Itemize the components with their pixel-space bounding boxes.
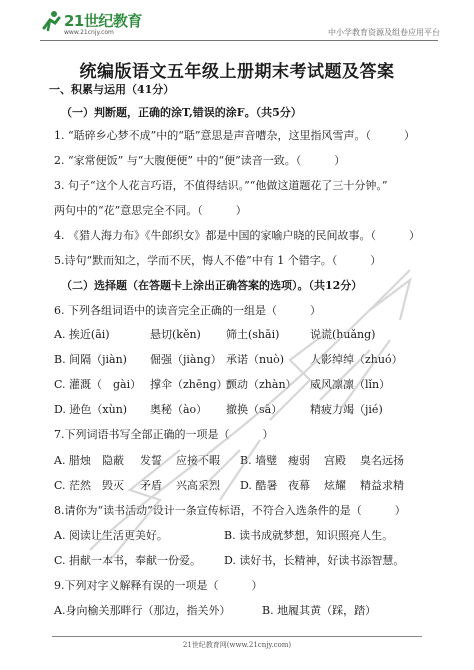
question-9: 9.下列对字义解释有误的一项是（ ）	[54, 579, 263, 592]
site-logo	[40, 8, 160, 44]
option-text: 说谎(huǎng)	[310, 328, 376, 341]
runner-logo-icon	[40, 10, 62, 32]
question-3: 3. 句子“这个人花言巧语，不值得结识。”“他做这道题花了三十分钟。”	[54, 179, 388, 192]
option-text: D. 酷暑	[240, 479, 278, 492]
option-text: B. 间隔（jiàn)	[54, 353, 127, 366]
option-text: 夜幕	[288, 479, 310, 492]
option-text: 毁灭	[102, 479, 124, 492]
option-text: 倔强（jiàng）	[150, 353, 222, 366]
option-text: C. 茫然	[54, 479, 92, 492]
option-text: 臭名远扬	[360, 454, 404, 467]
option-text: 精疲力竭（jié)	[310, 403, 383, 416]
question-6: 6. 下列各组词语中的读音完全正确的一组是（ ）	[54, 304, 321, 317]
option-text: 撑伞（zhēng）	[150, 378, 228, 391]
option-text: 筛土(shāi)	[226, 328, 280, 341]
option-text: C. 捐献一本书，奉献一份爱。	[54, 554, 202, 567]
question-5: 5.诗句“默而知之，学而不厌，悔人不倦”中有 1 个错字。（ ）	[54, 254, 382, 267]
question-3-cont: 两句中的“花”意思完全不同。（ ）	[54, 204, 247, 217]
question-1: 1. “聒碎乡心梦不成”中的“聒”意思是声音嘈杂，这里指风雪声。（ ）	[54, 129, 415, 142]
option-text: A.身向榆关那畔行（那边，指关外）	[54, 604, 231, 617]
option-text: 宫殿	[324, 454, 346, 467]
option-text: A. 挨近(āi)	[54, 328, 110, 341]
option-text: A. 阅读让生活更美好。	[54, 529, 168, 542]
option-text: 承诺（nuò)	[226, 353, 285, 366]
option-text: C. 灌溉（ gài）	[54, 378, 142, 391]
page-footer: 21世纪教育网(www.21cnjy.com)	[182, 641, 292, 649]
option-text: A. 腊烛	[54, 454, 91, 467]
page-header	[40, 8, 440, 44]
option-text: D. 逊色（xùn)	[54, 403, 128, 416]
option-text: 应接不暇	[176, 454, 220, 467]
section-heading: 一、积累与运用（41分）	[49, 83, 175, 96]
page-title: 统编版语文五年级上册期末考试题及答案	[79, 62, 395, 82]
option-text: 奥秘（ào）	[150, 403, 208, 416]
option-text: 矛盾	[140, 479, 162, 492]
question-2: 2. “家常便饭” 与“大腹便便” 中的“便”读音一致。（ ）	[54, 154, 346, 167]
option-text: 撤换（sā）	[226, 403, 283, 416]
option-text: B. 墙璧	[240, 454, 278, 467]
option-text: 颤动（zhàn）	[226, 378, 297, 391]
subsection-heading: （二）选择题（在答题卡上涂出正确答案的选项）。（共12分）	[61, 279, 363, 292]
header-divider	[40, 40, 438, 41]
option-text: B. 地履其黄（踩，踏）	[262, 604, 377, 617]
question-7: 7.下列词语书写全部正确的一项是（ ）	[54, 428, 274, 441]
option-text: 炫耀	[324, 479, 346, 492]
option-text: 发誓	[140, 454, 162, 467]
logo-text: 21世纪教育	[64, 12, 142, 30]
option-text: D. 读好书，长精神，好读书添智慧。	[224, 554, 405, 567]
question-4: 4. 《猎人海力布》《牛郎织女》都是中国的家喻户晓的民间故事。（ ）	[54, 229, 420, 242]
option-text: 悬切(kěn)	[150, 328, 201, 341]
option-text: 兴高采烈	[176, 479, 220, 492]
footer-divider	[52, 636, 422, 637]
subsection-heading: （一）判断题，正确的涂T,错误的涂F。（共5分）	[61, 106, 302, 119]
option-text: 隐蔽	[102, 454, 124, 467]
option-text: 人影绰绰（zhuó）	[310, 353, 403, 366]
option-text: B. 读书成就梦想，知识照亮人生。	[224, 529, 394, 542]
option-text: 精益求精	[360, 479, 404, 492]
header-tagline: 中小学教育资源及组卷应用平台	[328, 28, 440, 37]
question-8: 8.请你为“读书活动”设计一条宣传标语，不符合入选条件的是（ ）	[54, 504, 406, 517]
logo-url: www.21cnjy.com	[64, 29, 114, 36]
option-text: 瘦弱	[288, 454, 310, 467]
option-text: 威风凛凛（lǐn）	[310, 378, 391, 391]
